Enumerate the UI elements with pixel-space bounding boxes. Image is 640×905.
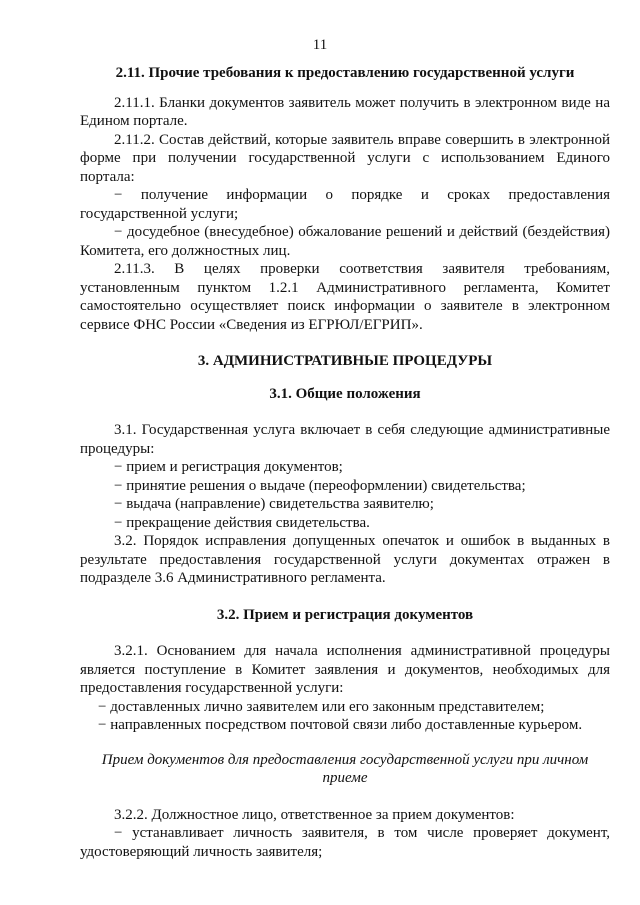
list-item: − прекращение действия свидетельства.	[114, 514, 370, 531]
paragraph-2-11-3: 2.11.3. В целях проверки соответствия заявителя требованиям, установленным пунктом 1.2.1 Административного регламента, Комитет самостоятельно осуществляет поиск информации о заявителе в электронном сервисе ФНС России «Сведения из ЕГРЮЛ/ЕГРИП».	[80, 261, 610, 333]
paragraph-3-1: 3.1. Государственная услуга включает в себя следующие административные процедуры:	[80, 422, 610, 457]
paragraph-2-11-1: 2.11.1. Бланки документов заявитель может получить в электронном виде на Едином портале.	[80, 94, 610, 129]
list-item: − доставленных лично заявителем или его законным представителем;	[98, 698, 545, 715]
paragraph-3-2-1: 3.2.1. Основанием для начала исполнения административной процедуры является поступление в Комитет заявления и документов, необходимых для предоставления государственной услуги:	[80, 643, 610, 696]
list-item: − прием и регистрация документов;	[114, 459, 343, 475]
section-3-1-heading: 3.1. Общие положения	[269, 385, 421, 402]
list-item: − досудебное (внесудебное) обжалование решений и действий (бездействия) Комитета, его должностных лиц.	[80, 224, 610, 259]
section-3-heading: 3. АДМИНИСТРАТИВНЫЕ ПРОЦЕДУРЫ	[197, 353, 493, 369]
section-2-11-heading: 2.11. Прочие требования к предоставлению государственной услуги	[115, 65, 575, 81]
list-item: − направленных посредством почтовой связи либо доставленные курьером.	[98, 717, 583, 733]
list-item: − устанавливает личность заявителя, в том числе проверяет документ, удостоверяющий личность заявителя;	[80, 825, 610, 860]
list-item: − принятие решения о выдаче (переоформлении) свидетельства;	[114, 477, 526, 494]
paragraph-3-2: 3.2. Порядок исправления допущенных опечаток и ошибок в выданных в результате предоставления государственной услуги документах отражен в подразделе 3.6 Административного регламента.	[80, 533, 610, 586]
italic-subheading-line-1: Прием документов для предоставления государственной услуги при личном	[101, 751, 589, 768]
list-item: − получение информации о порядке и сроках предоставления государственной услуги;	[80, 187, 610, 222]
section-3-2-heading: 3.2. Прием и регистрация документов	[216, 606, 474, 623]
list-item: − выдача (направление) свидетельства заявителю;	[114, 496, 434, 512]
paragraph-3-2-2: 3.2.2. Должностное лицо, ответственное за прием документов:	[114, 806, 515, 823]
page-content	[80, 64, 610, 861]
italic-subheading-line-2: приеме	[322, 770, 368, 786]
paragraph-2-11-2: 2.11.2. Состав действий, которые заявитель вправе совершить в электронной форме при получении государственной услуги с использованием Единого портала:	[80, 131, 610, 185]
page-number: 11	[312, 37, 328, 53]
